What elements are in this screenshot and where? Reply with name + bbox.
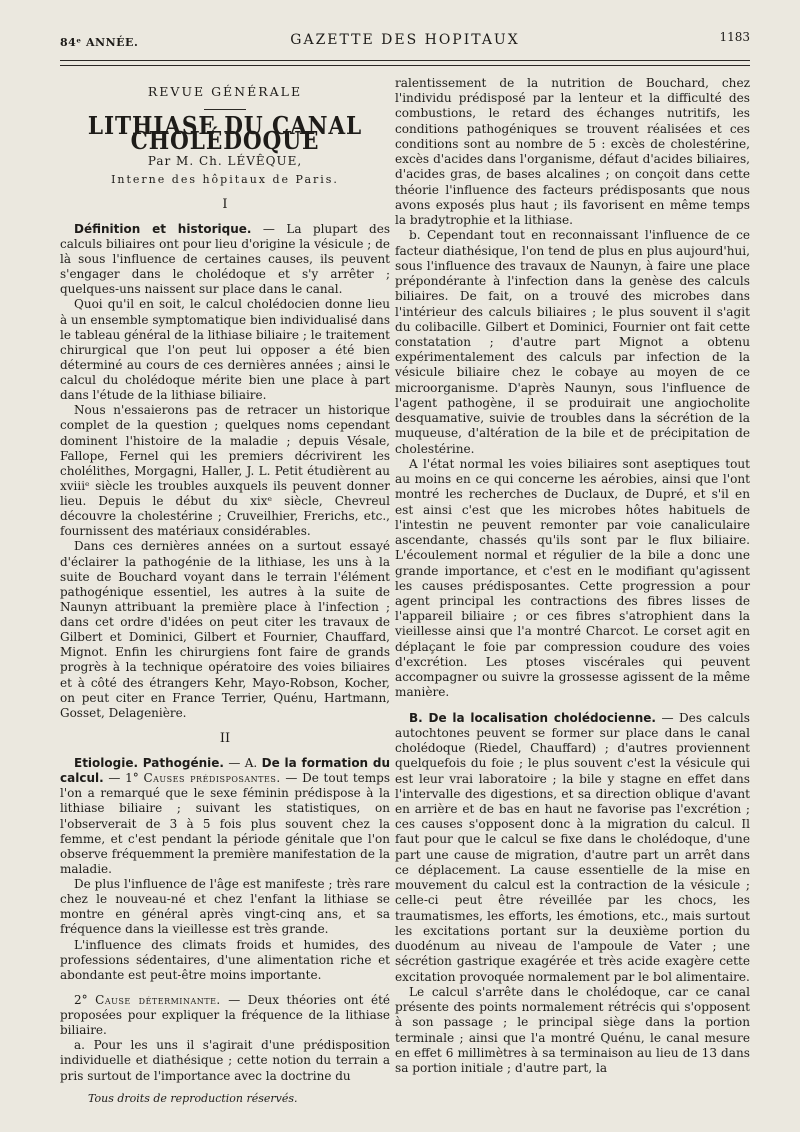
right-paragraph-5: Le calcul s'arrête dans le cholédoque, car ce canal présente des points normalement rétrécis qui s'opposent à son passage ; le principal siège dans la portion terminale ; ainsi que l'a montré Quénu, le canal mesure en effet 6 millimètres à sa terminaison au lieu de 13 dans sa portion initiale ; d'autre part, la bbox=[395, 984, 750, 1075]
section-numeral-2: II bbox=[219, 730, 231, 746]
journal-title: GAZETTE DES HOPITAUX bbox=[290, 32, 520, 48]
page-year-label: 84ᵉ ANNÉE. bbox=[60, 36, 139, 49]
article-title: LITHIASE DU CANAL CHOLÉDOQUE bbox=[87, 111, 363, 156]
section-2-subheading: De la formation du calcul. bbox=[60, 756, 390, 786]
section-1-heading: Définition et historique. bbox=[74, 221, 252, 236]
localisation-heading: B. De la localisation cholédocienne. bbox=[409, 710, 656, 725]
cause-determinante-number: 2° bbox=[74, 992, 96, 1007]
section-2-paragraph-5: a. Pour les uns il s'agirait d'une prédisposition individuelle et diathésique ; cette notion du terrain a pris surtout de l'importance avec la doctrine du bbox=[60, 1038, 390, 1083]
right-paragraph-4-text: — Des calculs autochtones peuvent se former sur place dans le canal cholédoque (Riedel, Chauffard) ; d'autres proviennent quelquefois du foie ; le plus souvent c'est la vésicule qui est leur vrai laboratoire ; la bile y stagne en effet dans l'intervalle des digestions, et sa direction oblique d'avant en arrière et de bas en haut ne favorise pas l'excrétion ; ces causes s'opposent donc à la migration du calcul. Il faut pour que le calcul se fixe dans le cholédoque, d'une part une cause de migration, d'autre part un arrêt dans ce déplacement. La cause essentielle de la mise en mouvement du calcul est la contraction de la vésicule ; celle-ci peut être réveillée par les chocs, les traumatismes, les efforts, les émotions, etc., mais surtout les excitations portant sur la deuxième portion du duodénum au niveau de l'ampoule de Vater ; une sécrétion gastrique exagérée et très acide exagère cette excitation provoquée normalement par le bol alimentaire. bbox=[395, 710, 750, 984]
left-column bbox=[60, 80, 390, 1084]
section-2-paragraph-4-text: — Deux théories ont été proposées pour expliquer la fréquence de la lithiase biliaire. bbox=[60, 992, 390, 1038]
right-column bbox=[395, 76, 750, 1076]
page-number: 1183 bbox=[719, 30, 750, 44]
section-2-dash-b: — 1° bbox=[103, 771, 144, 786]
section-1-paragraph-2: Quoi qu'il en soit, le calcul cholédocien donne lieu à un ensemble symptomatique bien individualisé dans le tableau général de la lithiase biliaire ; le traitement chirurgical que l'on peut lui opposer a été bien déterminé au cours de ces dernières années ; ainsi le calcul du cholédoque mérite bien une place à part dans l'étude de la lithiase biliaire. bbox=[60, 297, 390, 403]
section-1-paragraph-4: Dans ces dernières années on a surtout essayé d'éclairer la pathogénie de la lithiase, les uns à la suite de Bouchard voyant dans le terrain l'élément pathogénique essentiel, les autres à la suite de Naunyn attribuant la première place à l'infection ; dans cet ordre d'idées on peut citer les travaux de Gilbert et Dominici, Gilbert et Fournier, Chauffard, Mignot. Enfin les chirurgiens font faire de grands progrès à la technique opératoire des voies biliaires et à côté des étrangers Kehr, Mayo-Robson, Kocher, on peut citer en France Terrier, Quénu, Hartmann, Gosset, Delagenière. bbox=[60, 539, 390, 720]
right-paragraph-3: A l'état normal les voies biliaires sont aseptiques tout au moins en ce qui concerne les aérobies, ainsi que l'ont montré les recherches de Duclaux, de Dupré, et s'il en est ainsi c'est que les microbes hôtes habituels de l'intestin ne peuvent remonter par voie canaliculaire ascendante, chassés qu'ils sont par le flux biliaire. L'écoulement normal et régulier de la bile a donc une grande importance, et c'est en le modifiant qu'agissent les causes prédisposantes. Cette progression a pour agent principal les contractions des fibres lisses de l'appareil biliaire ; or ces fibres s'atrophient dans la vieillesse ainsi que l'a montré Charcot. Le corset agit en déplaçant le foie par compression coudure des voies d'excrétion. Les ptoses viscérales qui peuvent accompagner ou suivre la grossesse agissent de la même manière. bbox=[395, 456, 750, 700]
section-1-paragraph-1 bbox=[60, 222, 390, 298]
article-kicker: REVUE GÉNÉRALE bbox=[147, 84, 303, 99]
section-2-paragraph-4 bbox=[60, 993, 390, 1038]
section-2-dash-a: — A. bbox=[223, 756, 262, 770]
section-2-paragraph-1-text: — De tout temps l'on a remarqué que le sexe féminin prédispose à la lithiase biliaire ; suivant les statistiques, on l'observerait de 3 à 5 fois plus souvent chez la femme, et c'est pendant la période génitale que l'on observe fréquemment la première manifestation de la maladie. bbox=[60, 771, 390, 876]
page-header bbox=[60, 28, 750, 52]
section-2-paragraph-3: L'influence des climats froids et humides, des professions sédentaires, d'une alimentation riche et abondante est peut-être moins importante. bbox=[60, 937, 390, 982]
causes-predisposantes-label: Causes prédisposantes. bbox=[143, 771, 281, 786]
right-paragraph-2: b. Cependant tout en reconnaissant l'influence de ce facteur diathésique, l'on tend de plus en plus aujourd'hui, sous l'influence des travaux de Naunyn, à faire une place prépondérante à l'infection dans la genèse des calculs biliaires. De fait, on a trouvé des microbes dans l'intérieur des calculs biliaires ; le plus souvent il s'agit du colibacille. Gilbert et Dominici, Fournier ont fait cette constatation ; d'autre part Mignot a obtenu expérimentalement des calculs par infection de la vésicule biliaire chez le cobaye au moyen de ce microorganisme. D'après Naunyn, sous l'influence de l'agent pathogène, il se produirait une angiocholite desquamative, suivie de troubles dans la sécrétion de la muqueuse, d'altération de la bile et de précipitation de cholestérine. bbox=[395, 228, 750, 456]
section-1-paragraph-3: Nous n'essaierons pas de retracer un historique complet de la question ; quelques noms cependant dominent l'histoire de la maladie ; depuis Vésale, Fallope, Fernel qui les premiers décrivirent les cholélithes, Morgagni, Haller, J. L. Petit étudièrent au xviiiᵉ siècle les troubles auxquels ils peuvent donner lieu. Depuis le début du xixᵉ siècle, Chevreul découvre la cholestérine ; Cruveilhier, Frerichs, etc., fournissent des matériaux considérables. bbox=[60, 403, 390, 539]
right-paragraph-4 bbox=[395, 711, 750, 985]
section-numeral-1: I bbox=[222, 196, 228, 212]
kicker-rule bbox=[204, 109, 246, 110]
header-rule bbox=[60, 60, 750, 61]
cause-determinante-label: Cause déterminante. bbox=[95, 992, 221, 1007]
section-2-paragraph-2: De plus l'influence de l'âge est manifeste ; très rare chez le nouveau-né et chez l'enfant la lithiase se montre en général après vingt-cinq ans, et sa fréquence dans la vieillesse est très grande. bbox=[60, 877, 390, 937]
right-paragraph-1: ralentissement de la nutrition de Bouchard, chez l'individu prédisposé par la lenteur et la difficulté des combustions, le retard des échanges nutritifs, les conditions pathogéniques se trouvent réalisées et ces conditions sont au nombre de 5 : excès de cholestérine, excès d'acides dans l'organisme, défaut d'acides biliaires, d'acides gras, de bases alcalines ; on conçoit dans cette théorie l'influence des facteurs prédisposants que nous avons exposés plus haut ; ils favorisent en même temps la bradytrophie et la lithiase. bbox=[395, 76, 750, 228]
article-byline: Par M. Ch. LÉVÊQUE, bbox=[147, 154, 303, 169]
author-affiliation: Interne des hôpitaux de Paris. bbox=[111, 172, 339, 186]
section-2-paragraph-1 bbox=[60, 756, 390, 877]
section-2-heading: Etiologie. Pathogénie. bbox=[74, 756, 224, 770]
rights-footer: Tous droits de reproduction réservés. bbox=[88, 1092, 298, 1105]
section-1-paragraph-1-text: — La plupart des calculs biliaires ont pour lieu d'origine la vésicule ; de là sous l'influence de certaines causes, ils peuvent s'engager dans le cholédoque et s'y arrêter ; quelques-uns naissent sur place dans le canal. bbox=[60, 221, 390, 297]
header-rule-secondary bbox=[60, 65, 750, 66]
